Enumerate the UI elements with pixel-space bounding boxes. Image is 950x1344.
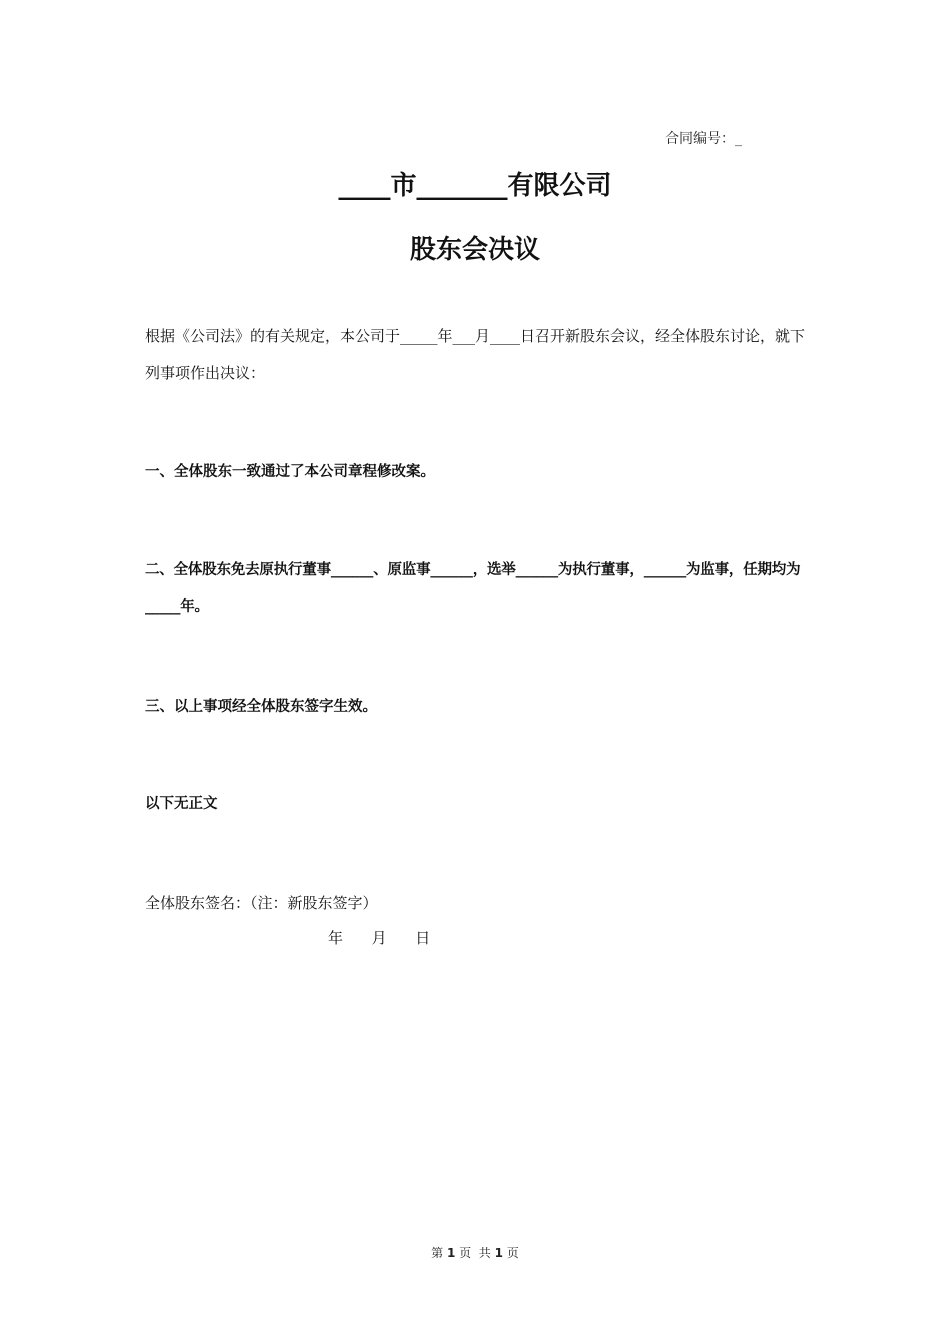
no-further-text-note: 以下无正文 bbox=[145, 796, 218, 812]
resolution-item-1: 一、全体股东一致通过了本公司章程修改案。 bbox=[145, 464, 435, 480]
footer-prefix: 第 bbox=[431, 1246, 447, 1260]
intro-paragraph: 根据《公司法》的有关规定，本公司于_____年___月____日召开新股东会议，经全体股东讨论，就下列事项作出决议： bbox=[145, 327, 806, 382]
contract-number-label: 合同编号：_ bbox=[665, 131, 742, 147]
page-footer bbox=[0, 1244, 950, 1261]
resolution-item-2: 二、全体股东免去原执行董事______、原监事______，选举______为执行董事，______为监事，任期均为_____年。 bbox=[145, 562, 801, 615]
resolution-item-3: 三、以上事项经全体股东签字生效。 bbox=[145, 699, 377, 715]
signature-label: 全体股东签名：（注：新股东签字） bbox=[145, 894, 378, 912]
footer-current-page: 1 bbox=[447, 1246, 456, 1260]
footer-middle: 页 共 bbox=[455, 1246, 495, 1260]
signature-date-line: 年 月 日 bbox=[328, 929, 431, 947]
footer-suffix: 页 bbox=[502, 1246, 519, 1260]
company-name-title: ____市_______有限公司 bbox=[338, 171, 612, 201]
document-title: 股东会决议 bbox=[409, 235, 540, 265]
footer-total-pages: 1 bbox=[494, 1246, 503, 1260]
